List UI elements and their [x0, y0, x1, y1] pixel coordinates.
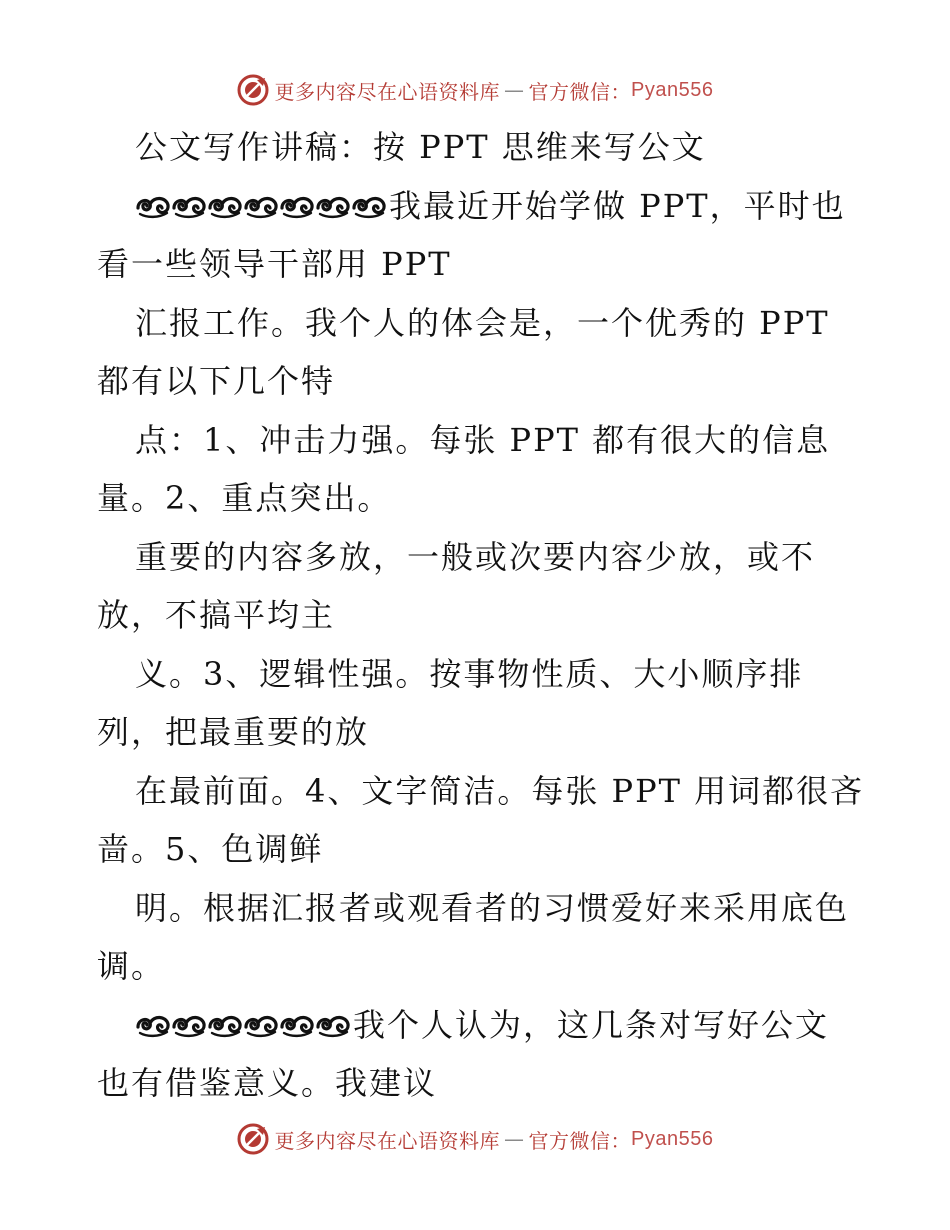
paragraph-line: 点：1、冲击力强。每张 PPT 都有很大的信息 [135, 421, 831, 459]
watermark-text: 更多内容尽在心语资料库 [274, 1128, 501, 1153]
scroll-ornament-icon [135, 192, 171, 220]
brand-logo-icon [237, 74, 269, 106]
footer-watermark [0, 1119, 950, 1159]
watermark-separator: — [504, 78, 525, 102]
watermark-wechat-label: 官方微信： [528, 79, 632, 104]
paragraph-line: 列，把最重要的放 [97, 713, 370, 751]
document-title: 公文写作讲稿：按 PPT 思维来写公文 [135, 128, 706, 166]
ornament-row [135, 192, 387, 220]
scroll-ornament-icon [279, 1011, 315, 1039]
scroll-ornament-icon [171, 1011, 207, 1039]
paragraph-line: 都有以下几个特 [97, 362, 336, 400]
paragraph-line: 重要的内容多放，一般或次要内容少放，或不 [135, 538, 816, 576]
brand-logo-icon [237, 1123, 269, 1155]
scroll-ornament-icon [171, 192, 207, 220]
paragraph-line [135, 1002, 829, 1048]
paragraph-line: 汇报工作。我个人的体会是，一个优秀的 PPT [135, 304, 830, 342]
body-text: 我个人认为，这几条对写好公文 [353, 1006, 830, 1044]
scroll-ornament-icon [351, 192, 387, 220]
paragraph-line: 啬。5、色调鲜 [97, 830, 324, 868]
watermark-wechat-label: 官方微信： [528, 1128, 632, 1153]
body-text: 我最近开始学做 PPT，平时也 [389, 187, 846, 225]
paragraph-line: 调。 [97, 947, 166, 985]
header-watermark [0, 70, 950, 110]
scroll-ornament-icon [279, 192, 315, 220]
scroll-ornament-icon [207, 1011, 243, 1039]
scroll-ornament-icon [207, 192, 243, 220]
watermark-text: 更多内容尽在心语资料库 [274, 79, 501, 104]
paragraph-line: 量。2、重点突出。 [97, 479, 392, 517]
paragraph-line: 在最前面。4、文字简洁。每张 PPT 用词都很吝 [135, 772, 865, 810]
scroll-ornament-icon [135, 1011, 171, 1039]
watermark-separator: — [504, 1127, 525, 1151]
paragraph-line: 义。3、逻辑性强。按事物性质、大小顺序排 [135, 655, 804, 693]
paragraph-line [135, 183, 846, 229]
watermark-wechat-handle: Pyan556 [631, 1127, 714, 1150]
paragraph-line: 明。根据汇报者或观看者的习惯爱好来采用底色 [135, 889, 850, 927]
ornament-row [135, 1011, 351, 1039]
scroll-ornament-icon [315, 192, 351, 220]
paragraph-line: 看一些领导干部用 PPT [97, 245, 452, 283]
paragraph-line: 也有借鉴意义。我建议 [97, 1064, 438, 1102]
paragraph-line: 放，不搞平均主 [97, 596, 336, 634]
scroll-ornament-icon [243, 192, 279, 220]
scroll-ornament-icon [315, 1011, 351, 1039]
watermark-wechat-handle: Pyan556 [631, 78, 714, 101]
scroll-ornament-icon [243, 1011, 279, 1039]
